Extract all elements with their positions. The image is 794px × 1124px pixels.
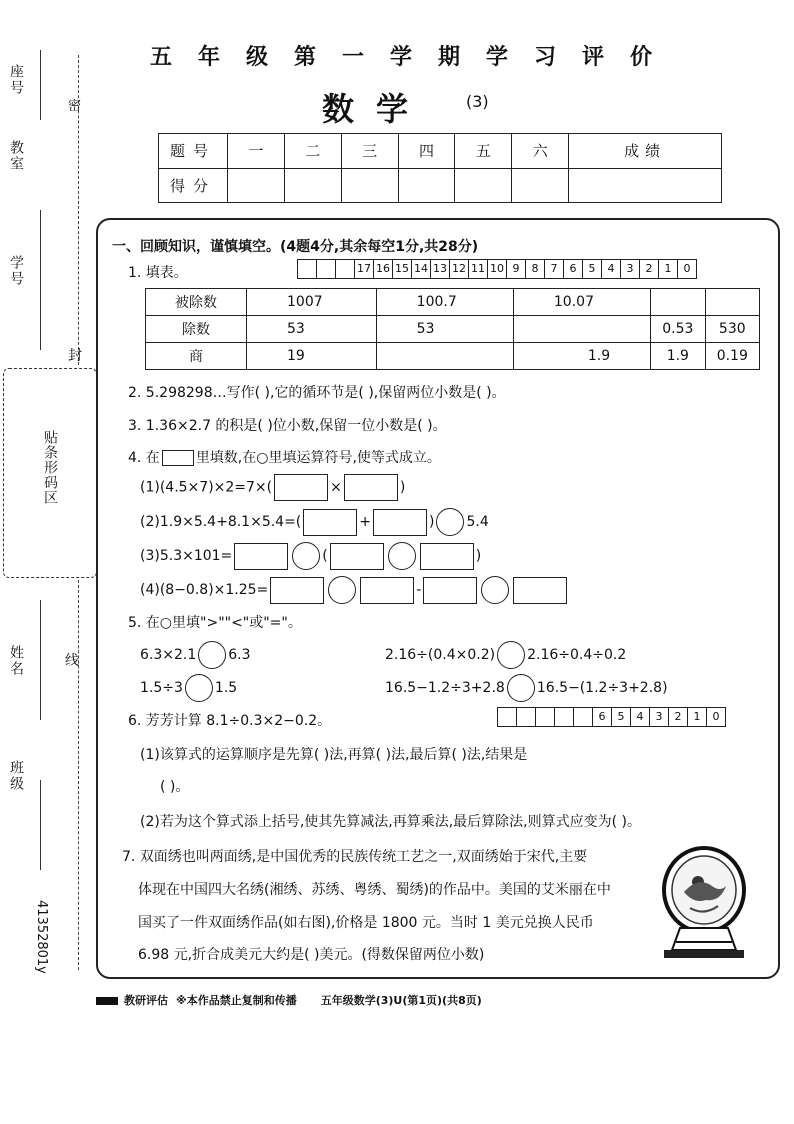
row-header: 商: [146, 343, 247, 370]
margin-fill-line-4: [40, 780, 41, 870]
q4-1: [140, 474, 405, 501]
score-cell: 二: [284, 134, 341, 169]
score-cell: 三: [341, 134, 398, 169]
score-row-label: 得分: [159, 168, 228, 203]
answer-box[interactable]: [270, 577, 324, 604]
strip-cell: 3: [621, 260, 640, 278]
seal-char-xian: 线: [65, 653, 79, 669]
strip-cell: 12: [450, 260, 469, 278]
score-cell: 四: [398, 134, 455, 169]
score-table: [158, 133, 722, 203]
footer-page-info: 五年级数学(3)U(第1页)(共8页): [320, 994, 482, 1007]
q5-2: [385, 641, 626, 669]
seal-char-mi: 密: [68, 99, 82, 114]
strip-cell: 0: [683, 262, 691, 275]
q4-4: [140, 576, 569, 604]
answer-circle[interactable]: [388, 542, 416, 570]
q4-2-text-a: (2)1.9×5.4+8.1×5.4=(: [140, 514, 302, 530]
answer-circle[interactable]: [497, 641, 525, 669]
score-input-cell[interactable]: [398, 168, 455, 203]
seal-line-bottom: [78, 580, 79, 970]
answer-circle[interactable]: [328, 576, 356, 604]
answer-circle[interactable]: [185, 674, 213, 702]
score-table-score-row: [159, 168, 722, 203]
table-cell: 530: [705, 316, 759, 343]
q5-1: [140, 641, 251, 669]
answer-box[interactable]: [330, 543, 384, 570]
margin-fill-line-3: [40, 600, 41, 720]
answer-circle[interactable]: [292, 542, 320, 570]
table-cell: 0.19: [705, 343, 759, 370]
strip-cell: 5: [612, 708, 631, 726]
strip-cell: [517, 708, 536, 726]
table-row: [146, 289, 760, 316]
q4-3: [140, 542, 481, 570]
table-cell: 53: [247, 316, 377, 343]
score-cell: 一: [228, 134, 285, 169]
table-cell[interactable]: [651, 289, 705, 316]
margin-seat-label: 座号: [8, 64, 24, 96]
table-row: [146, 316, 760, 343]
answer-box[interactable]: [513, 577, 567, 604]
q3-text: 3. 1.36×2.7 的积是( )位小数,保留一位小数是( )。: [128, 418, 447, 434]
answer-box[interactable]: [274, 474, 328, 501]
strip-cell: 3: [650, 708, 669, 726]
strip-cell: [555, 708, 574, 726]
answer-circle[interactable]: [481, 576, 509, 604]
strip-cell: 15: [393, 260, 412, 278]
table-cell: 53: [376, 316, 513, 343]
q5-1-right: 6.3: [228, 647, 251, 663]
margin-classroom-label: 教室: [8, 140, 24, 172]
margin-name-label: 姓名: [8, 645, 24, 677]
score-input-cell[interactable]: [228, 168, 285, 203]
table-cell: 1.9: [651, 343, 705, 370]
q5-3: [140, 674, 237, 702]
seal-char-feng: 封: [68, 348, 82, 364]
table-cell[interactable]: [513, 316, 650, 343]
strip-cell: 2: [640, 260, 659, 278]
division-table: [145, 288, 760, 370]
table-row: [146, 343, 760, 370]
strip-cell: 1: [688, 708, 707, 726]
q4-1-text-b: ×: [330, 479, 342, 496]
strip-cell: 9: [507, 260, 526, 278]
q7-line3: 国买了一件双面绣作品(如右图),价格是 1800 元。当时 1 美元兑换人民币: [138, 915, 594, 931]
table-cell: 1007: [247, 289, 377, 316]
score-strip-q6: [497, 707, 726, 727]
strip-cell: [317, 260, 336, 278]
strip-cell: [336, 260, 355, 278]
table-cell: 10.07: [513, 289, 650, 316]
strip-cell: 11: [469, 260, 488, 278]
q4-3-text-c: ): [475, 548, 482, 564]
table-cell: 1.9: [513, 343, 650, 370]
table-cell: 19: [247, 343, 377, 370]
subject-title: 数学: [322, 90, 431, 128]
strip-cell: 8: [526, 260, 545, 278]
score-input-cell[interactable]: [341, 168, 398, 203]
q5-3-right: 1.5: [214, 680, 238, 696]
score-table-header-row: [159, 134, 722, 169]
q4-2: [140, 508, 489, 536]
q6-text: 6. 芳芳计算 8.1÷0.3×2−0.2。: [128, 713, 332, 729]
q7-line2: 体现在中国四大名绣(湘绣、苏绣、粤绣、蜀绣)的作品中。美国的艾米丽在中: [138, 882, 611, 898]
q2-text: 2. 5.298298…写作( ),它的循环节是( ),保留两位小数是( )。: [128, 385, 506, 401]
score-strip-q1: [297, 259, 697, 279]
strip-cell: 5: [583, 260, 602, 278]
q4-2-text-c: ): [429, 514, 435, 530]
answer-box[interactable]: [234, 543, 288, 570]
strip-cell: 6: [593, 708, 612, 726]
answer-box[interactable]: [423, 577, 477, 604]
score-cell: 题号: [159, 134, 228, 169]
margin-serial: 41352801y: [34, 900, 49, 974]
page-title: 五年级第一学期学习评价: [150, 45, 679, 70]
score-input-cell[interactable]: [569, 168, 722, 203]
q6-1-line1: (1)该算式的运算顺序是先算( )法,再算( )法,最后算( )法,结果是: [140, 747, 528, 763]
section1-heading: 一、回顾知识，谨慎填空。(4题4分,其余每空1分,共28分): [112, 239, 479, 255]
score-input-cell[interactable]: [284, 168, 341, 203]
strip-cell: 14: [412, 260, 431, 278]
strip-cell: 1: [659, 260, 678, 278]
answer-box[interactable]: [303, 509, 357, 536]
margin-student-id-label: 学号: [8, 255, 24, 287]
q6-1-line2: ( )。: [160, 779, 190, 795]
barcode-zone-label: 贴条形码区: [42, 430, 58, 505]
q5-2-left: 2.16÷(0.4×0.2): [385, 647, 496, 663]
table-cell: 0.53: [651, 316, 705, 343]
score-cell: 六: [512, 134, 569, 169]
margin-class-label: 班级: [8, 760, 24, 792]
answer-circle[interactable]: [436, 508, 464, 536]
q4-3-text-a: (3)5.3×101=: [140, 548, 233, 564]
margin-fill-line-2: [40, 210, 41, 350]
subject-number: (3): [466, 92, 489, 111]
q4-1-text-a: (1)(4.5×7)×2=7×(: [140, 479, 273, 496]
strip-cell: 6: [564, 260, 583, 278]
q4-3-text-b: (: [322, 548, 328, 564]
q4-text-b: 里填数,在○里填运算符号,使等式成立。: [195, 450, 441, 466]
strip-cell: 4: [602, 260, 621, 278]
embroidery-screen-image: [654, 846, 754, 962]
q4-4-text-b: -: [416, 582, 422, 598]
table-cell[interactable]: [705, 289, 759, 316]
q5-4: [385, 674, 668, 702]
table-cell[interactable]: [376, 343, 513, 370]
strip-cell: 4: [631, 708, 650, 726]
strip-cell: 10: [488, 260, 507, 278]
q4-instruction: [128, 447, 441, 467]
footer-notice: ※本作品禁止复制和传播: [176, 994, 297, 1007]
q5-4-right: 16.5−(1.2÷3+2.8): [536, 680, 668, 696]
q5-2-right: 2.16÷0.4÷0.2: [527, 647, 627, 663]
strip-cell: [574, 708, 593, 726]
strip-cell: 13: [431, 260, 450, 278]
page-footer: [96, 992, 482, 1008]
q7-line4: 6.98 元,折合成美元大约是( )美元。(得数保留两位小数): [138, 947, 485, 963]
score-input-cell[interactable]: [512, 168, 569, 203]
q4-2-text-b: +: [359, 514, 372, 530]
row-header: 被除数: [146, 289, 247, 316]
strip-cell: 2: [669, 708, 688, 726]
strip-cell: [298, 260, 317, 278]
table-cell: 100.7: [376, 289, 513, 316]
answer-circle[interactable]: [198, 641, 226, 669]
score-input-cell[interactable]: [455, 168, 512, 203]
q7-line1: 7. 双面绣也叫两面绣,是中国优秀的民族传统工艺之一,双面绣始于宋代,主要: [122, 849, 588, 865]
footer-brand: 教研评估: [124, 994, 168, 1007]
answer-box[interactable]: [360, 577, 414, 604]
q4-1-text-c: ): [399, 479, 406, 496]
q5-3-left: 1.5÷3: [140, 680, 183, 696]
score-cell: 成绩: [569, 134, 722, 169]
score-cell: 五: [455, 134, 512, 169]
q4-2-text-d: 5.4: [466, 514, 489, 530]
q5-instruction: 5. 在○里填">""<"或"="。: [128, 615, 302, 631]
strip-cell: 7: [545, 260, 564, 278]
q6-2: (2)若为这个算式添上括号,使其先算减法,再算乘法,最后算除法,则算式应变为( )。: [140, 814, 642, 830]
margin-fill-line-1: [40, 50, 41, 120]
answer-box[interactable]: [420, 543, 474, 570]
answer-box[interactable]: [373, 509, 427, 536]
strip-cell: 17: [355, 260, 374, 278]
q1-label: 1. 填表。: [128, 265, 188, 281]
strip-cell: 0: [712, 710, 720, 723]
answer-box[interactable]: [344, 474, 398, 501]
square-symbol: [162, 450, 194, 466]
row-header: 除数: [146, 316, 247, 343]
q4-text-a: 4. 在: [128, 450, 160, 466]
q5-4-left: 16.5−1.2÷3+2.8: [385, 680, 505, 696]
q4-4-text-a: (4)(8−0.8)×1.25=: [140, 582, 269, 598]
strip-cell: [498, 708, 517, 726]
q5-1-left: 6.3×2.1: [140, 647, 197, 663]
footer-bar-mark: [96, 997, 118, 1005]
strip-cell: 16: [374, 260, 393, 278]
strip-cell: [536, 708, 555, 726]
answer-circle[interactable]: [507, 674, 535, 702]
